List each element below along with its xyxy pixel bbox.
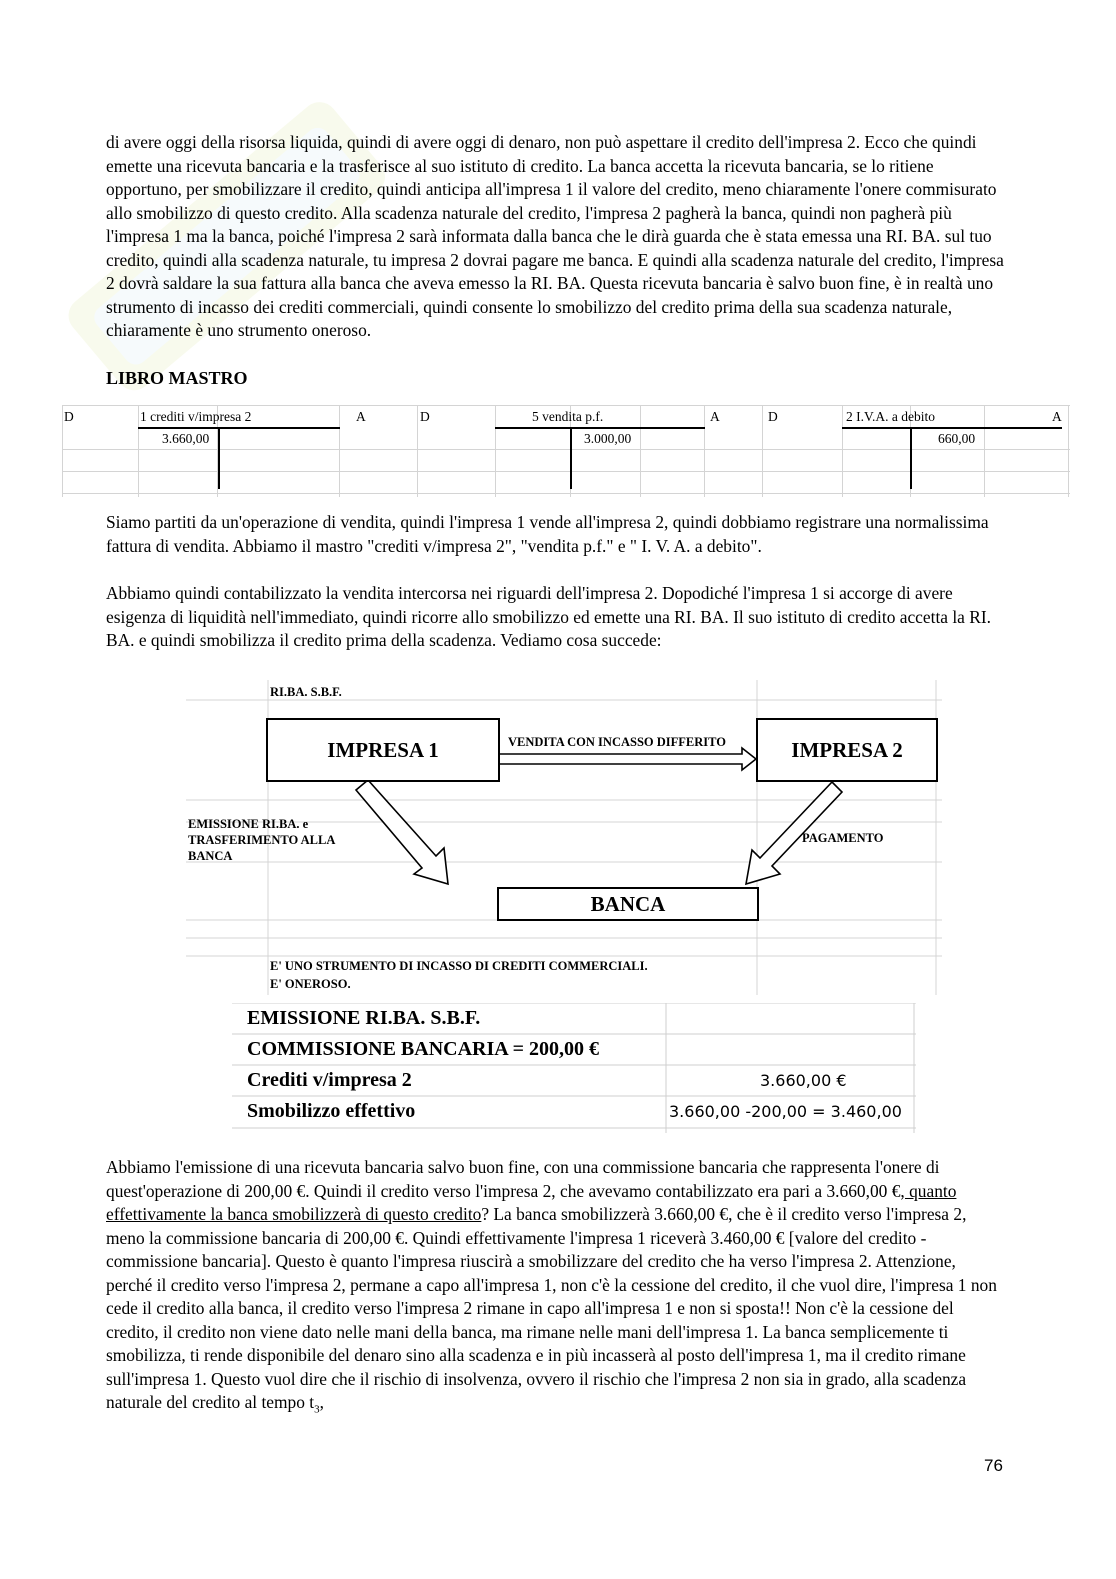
commissione-paragraph: Abbiamo l'emissione di una ricevuta bancaria salvo buon fine, con una commissione bancaria che rappresenta l'onere di quest'operazione di 200,00 €. Quindi il credito verso l'impresa 2, che avevamo contabilizzato era pari a 3.660,00 €, quanto effettivamente la banca smobilizzerà di questo credito? La banca smobilizzerà 3.660,00 €, che è il credito verso l'impresa 2, meno la commissione bancaria di 200,00 €. Quindi effettivamente l'impresa 1 riceverà 3.460,00 € [valore del credito - commissione bancaria]. Questo è quanto l'impresa riuscirà a smobilizzare del credito che ha verso l'impresa 2. Attenzione, perché il credito verso l'impresa 2, permane a capo all'impresa 1, non c'è la cessione del credito, il che vuol dire, l'impresa 1 non cede il credito alla banca, il credito verso l'impresa 2 rimane in capo all'impresa 1 e non si sposta!! Non c'è la cessione del credito, il credito non viene dato nelle mani della banca, ma rimane nelle mani dell'impresa 1. La banca semplicemente ti smobilizza, ti rende disponibile del denaro sino alla scadenza e in più incasserà al posto dell'impresa 1, ma il credito rimane sull'impresa 1. Questo vuol dire che il rischio di insolvenza, ovvero il rischio che l'impresa 2 non sia in grado, alla scadenza naturale del credito al tempo $t_3$, [106,1157,997,1416]
arrow-right-icon [499,748,756,770]
impresa-2-box: IMPRESA 2 [756,718,938,782]
ledger-account-name: 1 crediti v/impresa 2 [140,409,252,424]
diagram-title: RI.BA. S.B.F. [270,685,342,699]
intro-paragraph: di avere oggi della risorsa liquida, quindi di avere oggi di denaro, non può aspettare il credito dell'impresa 2. Ecco che quindi emette una ricevuta bancaria e la trasferisce al suo istituto di credito. La banca accetta la ricevuta bancaria, se lo ritiene opportuno, per smobilizzare il credito, quindi anticipa all'impresa 1 il valore del credito, meno chiaramente l'onere commisurato allo smobilizzo di questo credito. Alla scadenza naturale del credito, l'impresa 2 pagherà la banca, quindi non pagherà più l'impresa 1 ma la banca, poiché l'impresa 2 sarà informata dalla banca che le dirà guarda che è stata emessa una RI. BA. sul tuo credito, quindi alla scadenza naturale, tu impresa 2 dovrai pagare me banca. E quindi alla scadenza naturale del credito, l'impresa 2 dovrà saldare la sua fattura alla banca che aveva emesso la RI. BA. Questa ricevuta bancaria è salvo buon fine, è in realtà uno strumento di incasso dei crediti commerciali, quindi consente lo smobilizzo del credito prima della sua scadenza naturale, chiaramente è uno strumento oneroso. [106,132,1004,340]
vendita-paragraph: Siamo partiti da un'operazione di vendita, quindi l'impresa 1 vende all'impresa 2, quindi dobbiamo registrare una normalissima fattura di vendita. Abbiamo il mastro "crediti v/impresa 2", "vendita p.f." e " I. V. A. a debito". [106,512,989,556]
ledger-t-accounts [62,405,1070,497]
libro-mastro-heading: LIBRO MASTRO [106,368,248,388]
ledger-dare-label: D [420,409,430,424]
smobilizzo-label: Smobilizzo effettivo [247,1100,416,1122]
impresa-1-box: IMPRESA 1 [266,718,500,782]
ledger-account-name: 2 I.V.A. a debito [846,409,935,424]
ledger-avere-label: A [1052,409,1062,424]
riba-summary-table [232,1003,916,1133]
ledger-account-name: 5 vendita p.f. [532,409,604,424]
ledger-value: 660,00 [938,431,976,446]
ledger-value: 3.660,00 [162,431,210,446]
banca-box: BANCA [497,887,759,921]
diagram-note-1: E' UNO STRUMENTO DI INCASSO DI CREDITI COMMERCIALI. [270,959,648,973]
summary-row [232,1096,916,1127]
crediti-value: 3.660,00 € [760,1071,847,1090]
smobilizzo-paragraph: Abbiamo quindi contabilizzato la vendita intercorsa nei riguardi dell'impresa 2. Dopodiché l'impresa 1 si accorge di avere esigenza di liquidità nell'immediato, quindi ricorre allo smobilizzo ed emette una RI. BA. Il suo istituto di credito accetta la RI. BA. e quindi smobilizza il credito prima della scadenza. Vediamo cosa succede: [106,583,991,650]
arrow-down-right-icon [356,780,448,884]
ledger-dare-label: D [768,409,778,424]
summary-title: EMISSIONE RI.BA. S.B.F. [247,1007,481,1029]
ledger-avere-label: A [710,409,720,424]
summary-row [232,1034,916,1065]
summary-row [232,1065,916,1096]
summary-row [232,1003,916,1034]
smobilizzo-value: 3.660,00 -200,00 = 3.460,00 [669,1102,902,1121]
diagram-note-2: E' ONEROSO. [270,977,351,991]
pagamento-label: PAGAMENTO [802,831,884,845]
page-number: 76 [984,1456,1003,1475]
ledger-avere-label: A [356,409,366,424]
commission-label: COMMISSIONE BANCARIA = 200,00 € [247,1038,599,1060]
crediti-label: Crediti v/impresa 2 [247,1069,412,1091]
ledger-value: 3.000,00 [584,431,632,446]
ledger-dare-label: D [64,409,74,424]
emissione-label: EMISSIONE RI.BA. e TRASFERIMENTO ALLA BANCA [188,817,336,863]
riba-diagram [186,680,942,995]
vendita-arrow-label: VENDITA CON INCASSO DIFFERITO [508,735,726,749]
